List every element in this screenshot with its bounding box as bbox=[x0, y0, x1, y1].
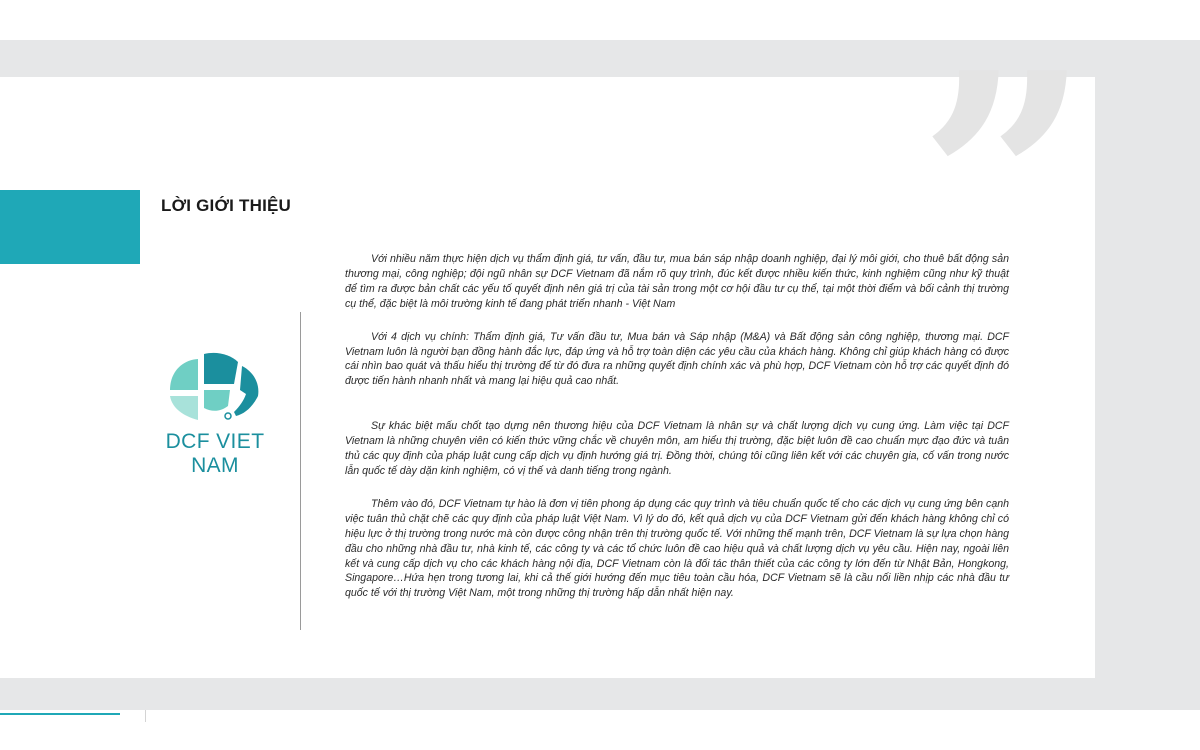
quote-mark-icon: ” bbox=[918, 34, 1091, 294]
logo-left-lower bbox=[170, 396, 198, 420]
introduction-text bbox=[345, 252, 1009, 619]
vertical-divider bbox=[300, 312, 301, 630]
logo-name: DCF VIET NAM bbox=[165, 430, 265, 477]
bottom-accent-line bbox=[0, 713, 120, 715]
logo-center-top bbox=[204, 353, 238, 384]
paragraph-2: Với 4 dịch vụ chính: Thẩm định giá, Tư vấn đầu tư, Mua bán và Sáp nhập (M&A) và Bất động sản công nghiệp, thương mại. DCF Vietnam luôn là người bạn đồng hành đắc lực, đáp ứng và hỗ trợ toàn diện các yêu cầu của khách hàng. Không chỉ giúp khách hàng có được cái nhìn bao quát và thấu hiểu thị trường để từ đó đưa ra những quyết định chính xác và phù hợp, DCF Vietnam còn hỗ trợ các quyết định đó được tiến hành nhanh nhất và mang lại hiệu quả cao nhất. bbox=[345, 330, 1009, 388]
logo-center-lower bbox=[204, 390, 230, 411]
paragraph-4: Thêm vào đó, DCF Vietnam tự hào là đơn vị tiên phong áp dụng các quy trình và tiêu chuẩn quốc tế cho các dịch vụ cung ứng bên cạnh việc tuân thủ chặt chẽ các quy định của pháp luật Việt Nam. Vì lý do đó, kết quả dịch vụ của DCF Vietnam gửi đến khách hàng không chỉ có hiệu lực ở thị trường trong nước mà còn được công nhận trên thị trường quốc tế. Với những thế mạnh trên, DCF Vietnam là sự lựa chọn hàng đầu cho những nhà đầu tư, nhà kinh tế, các công ty và các tổ chức luôn đề cao hiệu quả và chất lượng dịch vụ yêu cầu. Hiện nay, ngoài liên kết và cung cấp dịch vụ cho các khách hàng nội địa, DCF Vietnam còn là đối tác thân thiết của các công ty lớn đến từ Nhật Bản, Hongkong, Singapore…Hứa hẹn trong tương lai, khi cả thế giới hướng đến mục tiêu toàn cầu hóa, DCF Vietnam sẽ là cầu nối liền nhịp các nhà đầu tư quốc tế với thị trường Việt Nam, một trong những thị trường hấp dẫn nhất hiện nay. bbox=[345, 497, 1009, 600]
bottom-gray-band bbox=[0, 678, 1200, 710]
paragraph-3: Sự khác biệt mấu chốt tạo dựng nên thương hiệu của DCF Vietnam là nhân sự và chất lượng dịch vụ cung ứng. Làm việc tại DCF Vietnam là những chuyên viên có kiến thức vững chắc về chuyên môn, am hiểu thị trường, đặc biệt luôn đề cao chuẩn mực đạo đức và tuân thủ các quy định của pháp luật cung cấp dịch vụ định hướng giá trị. Đồng thời, chúng tôi cũng liên kết với các chuyên gia, cố vấn trong nước lẫn quốc tế dày dặn kinh nghiệm, có vị thế và danh tiếng trong ngành. bbox=[345, 420, 1009, 477]
bottom-tick bbox=[145, 710, 146, 722]
logo-left-lobe bbox=[170, 359, 198, 390]
paragraph-1: Với nhiều năm thực hiện dịch vụ thẩm định giá, tư vấn, đầu tư, mua bán sáp nhập doanh nghiệp, đại lý môi giới, cho thuê bất động sản thương mại, công nghiệp; đội ngũ nhân sự DCF Vietnam đã nắm rõ quy trình, đúc kết được nhiều kiến thức, kinh nghiệm cũng như kỹ thuật để tìm ra được bản chất các yếu tố quyết định nên giá trị của tài sản trong một cơ hội đầu tư cụ thể, tại một thời điểm và bối cảnh thị trường cụ thể, đặc biệt là môi trường kinh tế đang phát triển nhanh - Việt Nam bbox=[345, 253, 1009, 310]
logo-right-lobe bbox=[234, 366, 258, 416]
globe-logo-icon bbox=[168, 350, 262, 424]
logo-dot bbox=[225, 413, 231, 419]
title-accent-block bbox=[0, 190, 140, 264]
page-title: LỜI GIỚI THIỆU bbox=[161, 196, 292, 215]
